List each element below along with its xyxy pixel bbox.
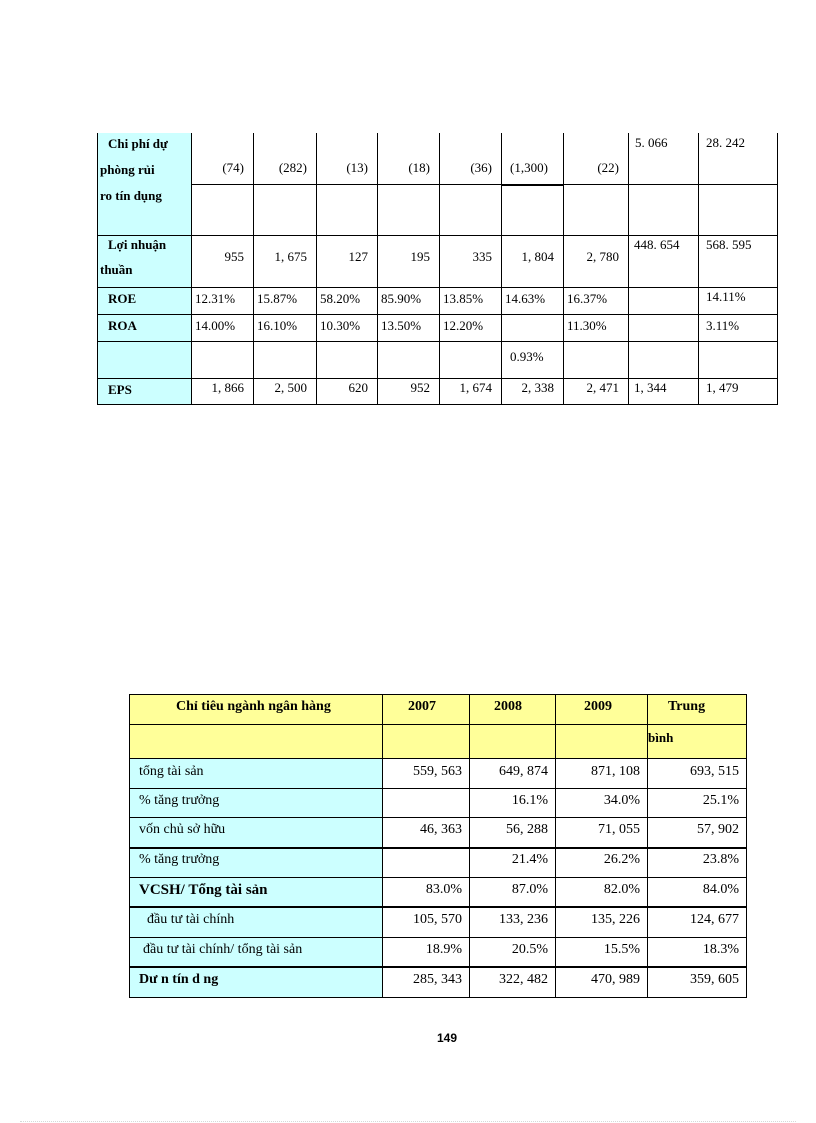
t1-cell: (18) bbox=[408, 160, 430, 175]
t1-cell: 335 bbox=[472, 249, 492, 264]
t1-cell: 2, 780 bbox=[586, 249, 619, 264]
t1-cell: (282) bbox=[278, 160, 307, 175]
t2-cell: 18.3% bbox=[702, 942, 739, 957]
t1-cell: 195 bbox=[410, 249, 430, 264]
t1-cell: 12.20% bbox=[443, 318, 484, 333]
t2-cell: 23.8% bbox=[702, 852, 739, 867]
t1-cell: 85.90% bbox=[381, 291, 422, 306]
t2-cell: 15.5% bbox=[603, 942, 640, 957]
t2-header-year: 2008 bbox=[494, 699, 522, 714]
t2-row-label: đầu tư tài chính/ tổng tài sản bbox=[143, 942, 303, 957]
t2-cell: 105, 570 bbox=[413, 912, 462, 927]
t1-cell: 1, 674 bbox=[459, 380, 492, 395]
t2-cell: 46, 363 bbox=[420, 822, 462, 837]
t1-cell: 1, 479 bbox=[706, 380, 739, 395]
t1-cell: 5. 066 bbox=[635, 135, 668, 150]
t2-cell: 649, 874 bbox=[499, 764, 548, 779]
t1-cell: 1, 344 bbox=[634, 380, 667, 395]
t2-cell: 559, 563 bbox=[413, 764, 462, 779]
t1-cell: 127 bbox=[348, 249, 368, 264]
t2-cell: 16.1% bbox=[511, 793, 548, 808]
t2-cell: 87.0% bbox=[511, 882, 548, 897]
t1-cell: 952 bbox=[410, 380, 430, 395]
t1-label-roe: ROE bbox=[108, 291, 137, 306]
t2-row-label: % tăng trưởng bbox=[139, 793, 220, 808]
t1-cell: 28. 242 bbox=[706, 135, 745, 150]
t1-label-provision-2: phòng rủi bbox=[100, 162, 155, 177]
t2-row-label: vốn chủ sở hữu bbox=[139, 822, 226, 837]
t1-cell: 15.87% bbox=[257, 291, 298, 306]
t1-label-bg-blank bbox=[98, 341, 191, 378]
t1-cell: 955 bbox=[224, 249, 244, 264]
t1-cell: 13.50% bbox=[381, 318, 422, 333]
t1-cell: (36) bbox=[470, 160, 492, 175]
t2-cell: 322, 482 bbox=[499, 972, 548, 987]
t2-cell: 56, 288 bbox=[506, 822, 548, 837]
t1-cell: 11.30% bbox=[567, 318, 607, 333]
t1-cell: 16.10% bbox=[257, 318, 298, 333]
t2-header-year: 2007 bbox=[408, 699, 436, 714]
t1-cell: 58.20% bbox=[320, 291, 361, 306]
t2-cell: 84.0% bbox=[702, 882, 739, 897]
t1-cell: 568. 595 bbox=[706, 237, 752, 252]
t1-cell: 0.93% bbox=[510, 349, 544, 364]
t2-header-year: 2009 bbox=[584, 699, 612, 714]
t1-cell: 2, 471 bbox=[586, 380, 619, 395]
t2-cell: 871, 108 bbox=[591, 764, 640, 779]
t2-cell: 359, 605 bbox=[690, 972, 739, 987]
t1-cell: 2, 338 bbox=[521, 380, 554, 395]
t1-label-profit-1: Lợi nhuận bbox=[108, 237, 167, 252]
t2-cell: 82.0% bbox=[603, 882, 640, 897]
t1-cell: 12.31% bbox=[195, 291, 236, 306]
t2-cell: 20.5% bbox=[511, 942, 548, 957]
t1-cell: 13.85% bbox=[443, 291, 484, 306]
t2-cell: 285, 343 bbox=[413, 972, 462, 987]
t1-label-profit-2: thuần bbox=[100, 262, 133, 277]
t2-cell: 18.9% bbox=[425, 942, 462, 957]
t1-label-provision-1: Chi phí dự bbox=[108, 136, 168, 151]
t1-cell: (13) bbox=[346, 160, 368, 175]
t2-row-label: đầu tư tài chính bbox=[147, 912, 235, 927]
t2-row-label: % tăng trưởng bbox=[139, 852, 220, 867]
t1-cell: (1,300) bbox=[510, 160, 548, 175]
t1-cell: 1, 675 bbox=[274, 249, 307, 264]
t2-cell: 133, 236 bbox=[499, 912, 548, 927]
page-bottom-rule bbox=[20, 1121, 796, 1122]
t2-cell: 34.0% bbox=[603, 793, 640, 808]
t2-cell: 21.4% bbox=[511, 852, 548, 867]
t2-cell: 470, 989 bbox=[591, 972, 640, 987]
t2-row-label: tổng tài sản bbox=[139, 764, 204, 779]
t1-cell: 14.11% bbox=[706, 289, 746, 304]
t2-cell: 124, 677 bbox=[690, 912, 739, 927]
t2-cell: 26.2% bbox=[603, 852, 640, 867]
t2-cell: 693, 515 bbox=[690, 764, 739, 779]
t2-header-title: Chỉ tiêu ngành ngân hàng bbox=[176, 699, 331, 714]
t2-cell: 57, 902 bbox=[697, 822, 739, 837]
t2-header-avg-2: bình bbox=[648, 730, 674, 745]
t1-cell: 14.00% bbox=[195, 318, 236, 333]
page-number: 149 bbox=[437, 1031, 458, 1045]
t1-cell: 1, 866 bbox=[211, 380, 244, 395]
t1-cell: 16.37% bbox=[567, 291, 608, 306]
t2-cell: 83.0% bbox=[425, 882, 462, 897]
t1-cell: 14.63% bbox=[505, 291, 546, 306]
t1-cell: (22) bbox=[597, 160, 619, 175]
t1-cell: 448. 654 bbox=[634, 237, 680, 252]
t2-row-label: Dư n tín d ng bbox=[139, 972, 219, 987]
t2-cell: 135, 226 bbox=[591, 912, 640, 927]
t1-label-eps: EPS bbox=[108, 382, 132, 397]
t1-cell: 3.11% bbox=[706, 318, 740, 333]
t2-row-label: VCSH/ Tổng tài sản bbox=[139, 882, 268, 898]
t2-cell: 25.1% bbox=[702, 793, 739, 808]
t2-header-avg-1: Trung bbox=[668, 699, 706, 714]
t2-cell: 71, 055 bbox=[598, 822, 640, 837]
t1-cell: 10.30% bbox=[320, 318, 361, 333]
t1-cell: 2, 500 bbox=[274, 380, 307, 395]
t1-label-provision-3: ro tín dụng bbox=[100, 188, 162, 203]
t1-label-roa: ROA bbox=[108, 318, 137, 333]
t1-cell: 1, 804 bbox=[521, 249, 554, 264]
t1-cell: 620 bbox=[348, 380, 368, 395]
t1-cell: (74) bbox=[222, 160, 244, 175]
